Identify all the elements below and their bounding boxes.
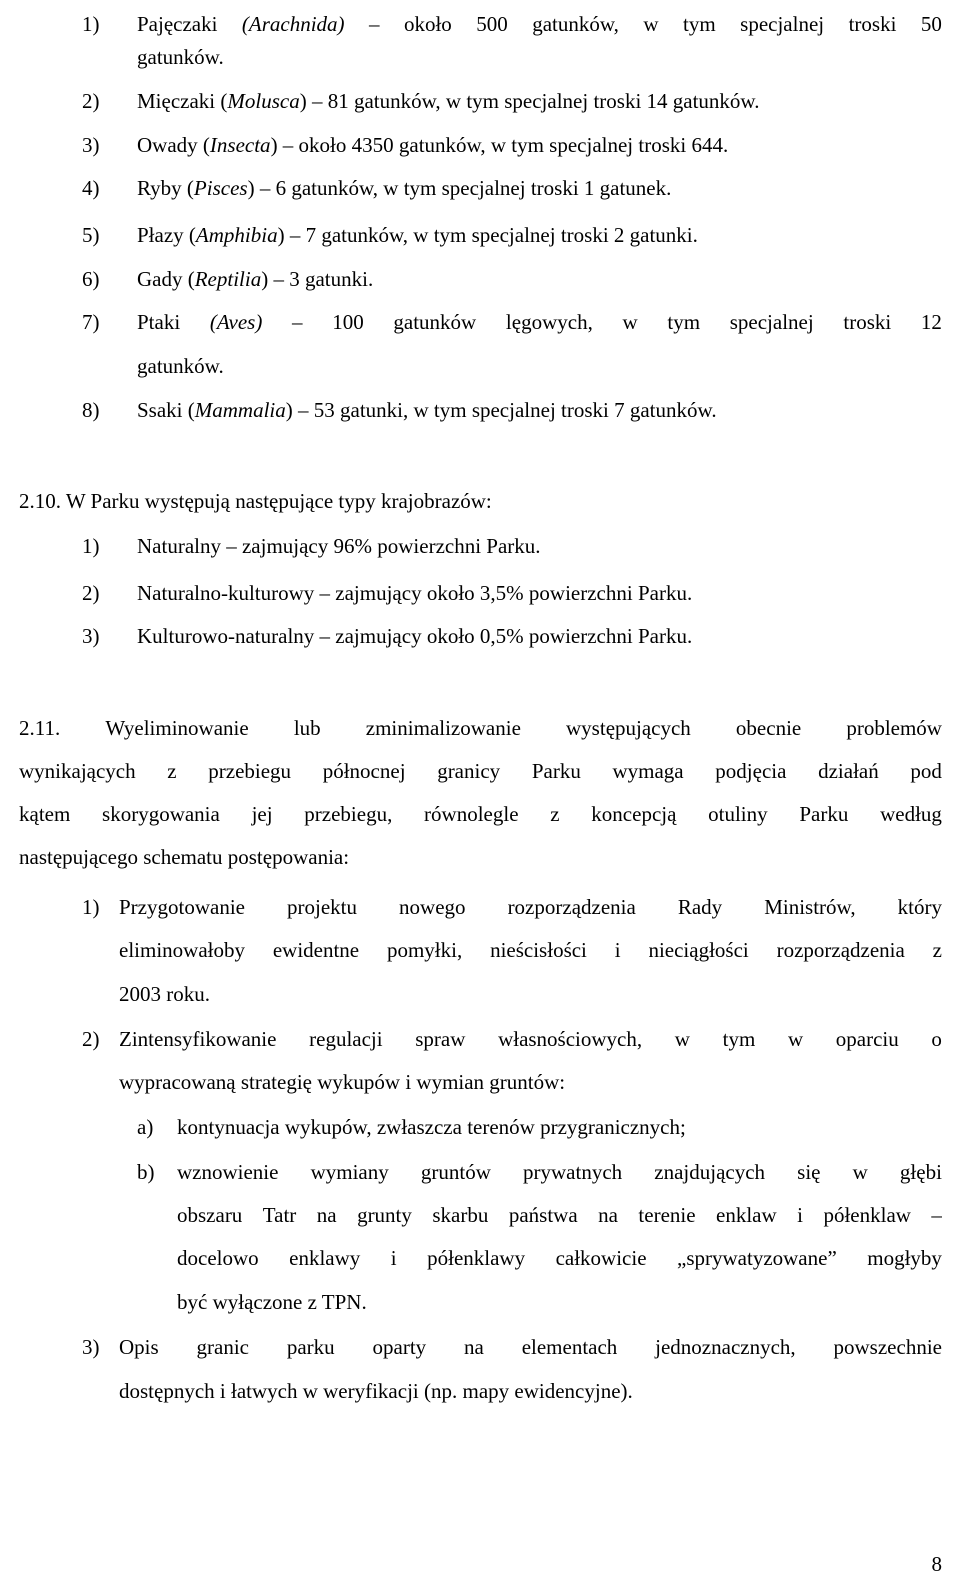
justified-line: Opis granic parku oparty na elementach jednoznacznych, powszechnie <box>119 1335 942 1359</box>
latin-name: Insecta <box>209 133 271 157</box>
latin-name: Molusca <box>227 89 300 113</box>
list-item: Mięczaki (Molusca) – 81 gatunków, w tym specjalnej troski 14 gatunków. <box>137 89 760 113</box>
section-heading: 2.10. W Parku występują następujące typy krajobrazów: <box>19 489 492 513</box>
page-number: 8 <box>931 1552 942 1576</box>
paragraph-line: następującego schematu postępowania: <box>19 845 350 869</box>
list-number: 1) <box>82 534 100 558</box>
sublist-letter: b) <box>137 1160 155 1184</box>
list-number: 1) <box>82 12 100 36</box>
justified-line: Zintensyfikowanie regulacji spraw własnościowych, w tym w oparciu o <box>119 1027 942 1051</box>
list-item: Naturalno-kulturowy – zajmujący około 3,5% powierzchni Parku. <box>137 581 693 605</box>
justified-line: wznowienie wymiany gruntów prywatnych znajdujących się w głębi <box>177 1160 942 1184</box>
sublist-continuation: być wyłączone z TPN. <box>177 1290 367 1314</box>
list-number: 8) <box>82 398 100 422</box>
latin-name: Amphibia <box>195 223 278 247</box>
list-item-continuation: wypracowaną strategię wykupów i wymian gruntów: <box>119 1070 566 1094</box>
justified-line: kątem skorygowania jej przebiegu, równolegle z koncepcją otuliny Parku według <box>19 802 942 826</box>
justified-line: eliminowałoby ewidentne pomyłki, nieścisłości i nieciągłości rozporządzenia z <box>119 938 942 962</box>
list-number: 2) <box>82 581 100 605</box>
justified-line: wynikających z przebiegu północnej granicy Parku wymaga podjęcia działań pod <box>19 759 942 783</box>
list-item-continuation: gatunków. <box>137 45 224 69</box>
list-number: 1) <box>82 895 100 919</box>
list-number: 3) <box>82 624 100 648</box>
list-item: Gady (Reptilia) – 3 gatunki. <box>137 267 374 291</box>
list-item: Owady (Insecta) – około 4350 gatunków, w tym specjalnej troski 644. <box>137 133 729 157</box>
list-number: 7) <box>82 310 100 334</box>
justified-line: Ptaki (Aves) – 100 gatunków lęgowych, w tym specjalnej troski 12 <box>137 310 942 334</box>
list-number: 6) <box>82 267 100 291</box>
justified-line: Pajęczaki (Arachnida) – około 500 gatunków, w tym specjalnej troski 50 <box>137 12 942 36</box>
justified-line: 2.11. Wyeliminowanie lub zminimalizowanie występujących obecnie problemów <box>19 716 942 740</box>
justified-line: obszaru Tatr na grunty skarbu państwa na terenie enklaw i półenklaw – <box>177 1203 942 1227</box>
list-item: Płazy (Amphibia) – 7 gatunków, w tym specjalnej troski 2 gatunki. <box>137 223 698 247</box>
list-number: 2) <box>82 89 100 113</box>
list-number: 4) <box>82 176 100 200</box>
list-number: 2) <box>82 1027 100 1051</box>
list-item: Naturalny – zajmujący 96% powierzchni Parku. <box>137 534 541 558</box>
list-item-continuation: 2003 roku. <box>119 982 210 1006</box>
list-item-continuation: dostępnych i łatwych w weryfikacji (np. mapy ewidencyjne). <box>119 1379 633 1403</box>
latin-name: Pisces <box>193 176 248 200</box>
sublist-item: kontynuacja wykupów, zwłaszcza terenów przygranicznych; <box>177 1115 686 1139</box>
list-item: Ssaki (Mammalia) – 53 gatunki, w tym specjalnej troski 7 gatunków. <box>137 398 717 422</box>
list-number: 3) <box>82 133 100 157</box>
latin-name: Mammalia <box>194 398 286 422</box>
sublist-letter: a) <box>137 1115 154 1139</box>
list-item: Kulturowo-naturalny – zajmujący około 0,5% powierzchni Parku. <box>137 624 693 648</box>
justified-line: docelowo enklawy i półenklawy całkowicie „sprywatyzowane” mogłyby <box>177 1246 942 1270</box>
list-number: 3) <box>82 1335 100 1359</box>
list-item: Ryby (Pisces) – 6 gatunków, w tym specjalnej troski 1 gatunek. <box>137 176 672 200</box>
latin-name: Reptilia <box>194 267 262 291</box>
list-item-continuation: gatunków. <box>137 354 224 378</box>
list-number: 5) <box>82 223 100 247</box>
justified-line: Przygotowanie projektu nowego rozporządzenia Rady Ministrów, który <box>119 895 942 919</box>
